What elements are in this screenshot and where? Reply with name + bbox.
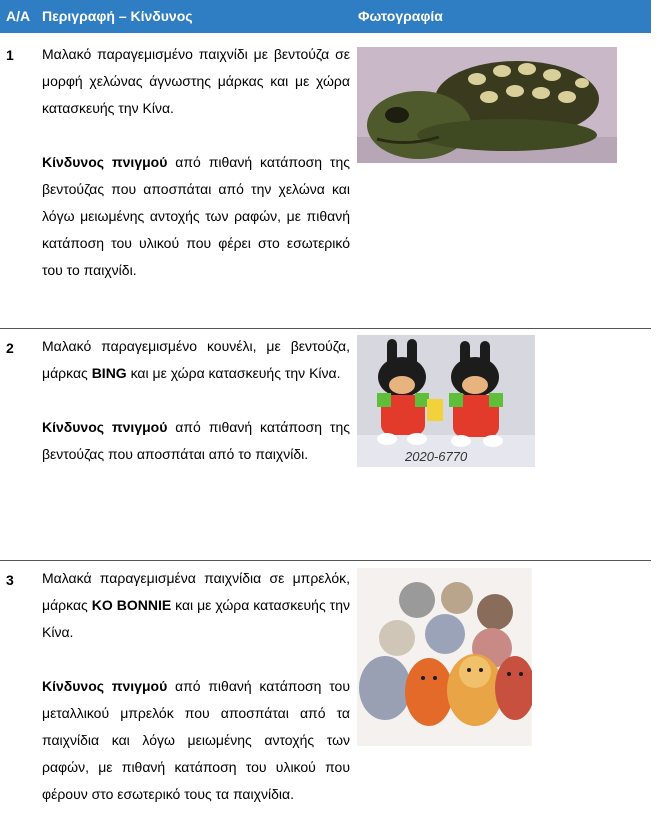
- hazard-text: από πιθανή κατάποση της βεντούζας που αποσπάται από το παιχνίδι.: [42, 419, 350, 462]
- photo-label: 2020-6770: [405, 449, 468, 464]
- brand-name: KO BONNIE: [91, 597, 172, 613]
- hazard-label: Κίνδυνος πνιγμού: [42, 678, 168, 694]
- row-description: [42, 41, 350, 284]
- description-text: και με χώρα κατασκευής την Κίνα.: [126, 365, 341, 381]
- row-description: [42, 333, 350, 468]
- hazard-label: Κίνδυνος πνιγμού: [42, 154, 168, 170]
- row-divider: [0, 560, 651, 561]
- product-photo-bing: [357, 335, 535, 467]
- hazard-text: από πιθανή κατάποση του μεταλλικού μπρελόκ που αποσπάται από τα παιχνίδια και λόγω μειωμένης αντοχής των ραφών, με πιθανή κατάποση του υλικού που φέρουν στο εσωτερικό τους τα παιχνίδια.: [42, 678, 350, 802]
- row-number: 2: [6, 340, 14, 356]
- product-photo-turtle: [357, 47, 617, 163]
- hazard-paragraph: [42, 414, 350, 468]
- hazard-paragraph: [42, 673, 350, 808]
- header-index: Α/Α: [6, 8, 31, 24]
- header-description: Περιγραφή – Κίνδυνος: [42, 8, 193, 24]
- description-text: και με χώρα κατασκευής την Κίνα.: [42, 597, 350, 640]
- product-description: Μαλακό παραγεμισμένο παιχνίδι με βεντούζα σε μορφή χελώνας άγνωστης μάρκας και με χώρα κατασκευής την Κίνα.: [42, 46, 350, 116]
- row-divider: [0, 328, 651, 329]
- description-text: Μαλακά παραγεμισμένα παιχνίδια σε μπρελόκ, μάρκας: [42, 570, 350, 613]
- product-description: [42, 333, 350, 387]
- row-description: [42, 565, 350, 808]
- hazard-label: Κίνδυνος πνιγμού: [42, 419, 168, 435]
- brand-name: BING: [91, 365, 127, 381]
- hazard-text: από πιθανή κατάποση της βεντούζας που αποσπάται από την χελώνα και λόγω μειωμένης αντοχής των ραφών, με πιθανή κατάποση του υλικού που φέρει στο εσωτερικό του το παιχνίδι.: [42, 154, 350, 278]
- product-description: [42, 565, 350, 646]
- product-photo-keychains: [357, 568, 532, 746]
- row-number: 1: [6, 47, 14, 63]
- description-text: Μαλακό παραγεμισμένο κουνέλι, με βεντούζα, μάρκας: [42, 338, 350, 381]
- header-photo: Φωτογραφία: [358, 8, 443, 24]
- row-number: 3: [6, 572, 14, 588]
- table-header: [0, 0, 651, 33]
- hazard-paragraph: [42, 149, 350, 284]
